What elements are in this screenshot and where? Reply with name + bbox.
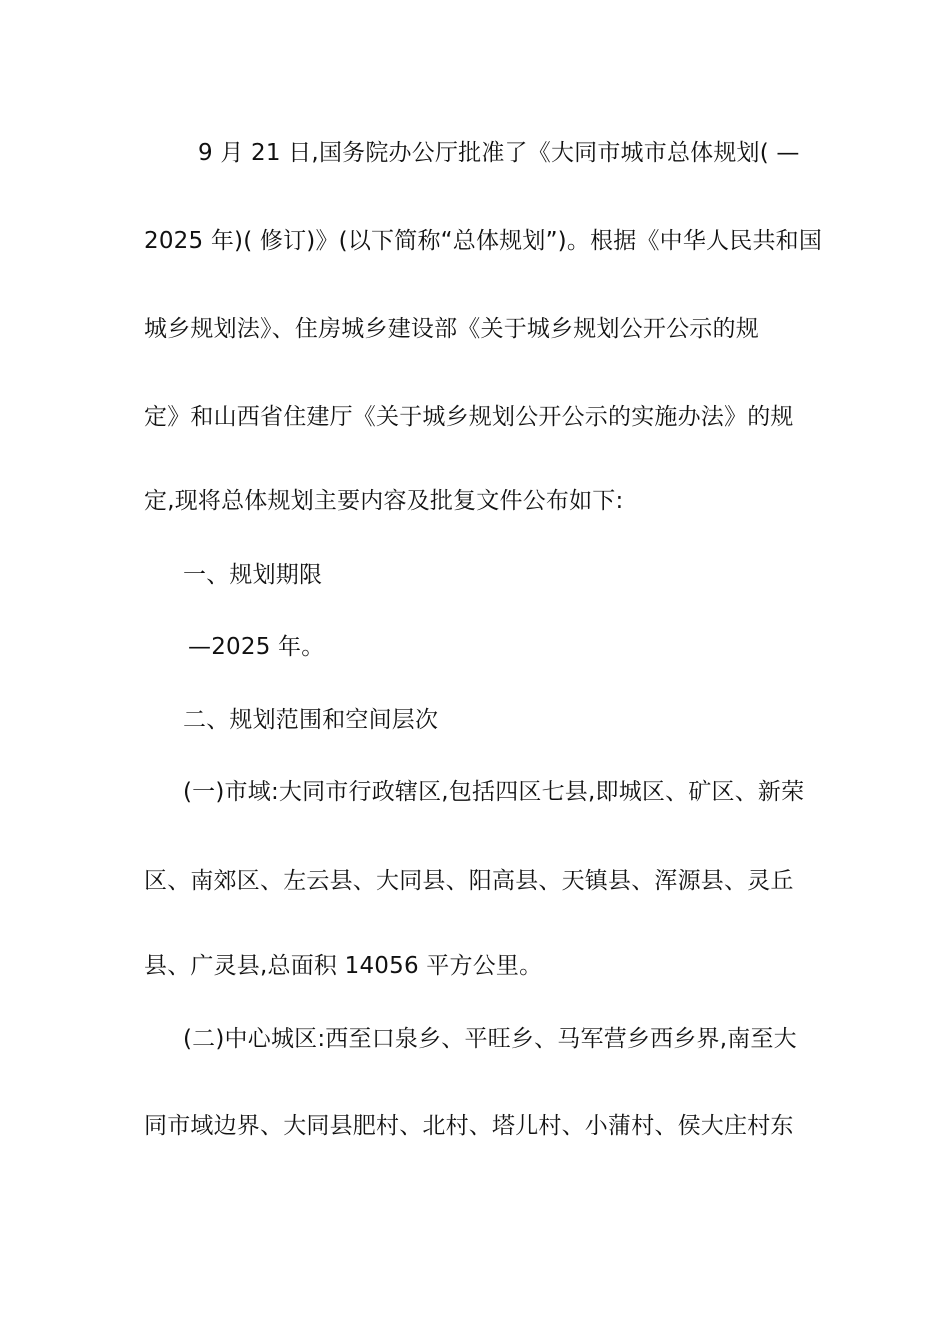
paragraph-line: —2025 年。: [188, 634, 325, 660]
paragraph-line: 2025 年)( 修订)》(以下简称“总体规划”)。根据《中华人民共和国: [144, 228, 823, 254]
section-heading: 一、规划期限: [183, 562, 323, 588]
paragraph-line: 县、广灵县,总面积 14056 平方公里。: [144, 953, 543, 979]
paragraph-line: 区、南郊区、左云县、大同县、阳高县、天镇县、浑源县、灵丘: [144, 868, 794, 894]
paragraph-line: 同市域边界、大同县肥村、北村、塔儿村、小蒲村、侯大庄村东: [144, 1113, 794, 1139]
paragraph-line: (二)中心城区:西至口泉乡、平旺乡、马军营乡西乡界,南至大: [183, 1026, 797, 1052]
paragraph-line: (一)市域:大同市行政辖区,包括四区七县,即城区、矿区、新荣: [183, 779, 805, 805]
paragraph-line: 定》和山西省住建厅《关于城乡规划公开公示的实施办法》的规: [144, 404, 794, 430]
paragraph-line: 定,现将总体规划主要内容及批复文件公布如下:: [144, 488, 624, 514]
paragraph-line: 城乡规划法》、住房城乡建设部《关于城乡规划公开公示的规: [144, 316, 759, 342]
section-heading: 二、规划范围和空间层次: [183, 707, 439, 733]
paragraph-line: 9 月 21 日,国务院办公厅批准了《大同市城市总体规划( —: [198, 140, 800, 166]
